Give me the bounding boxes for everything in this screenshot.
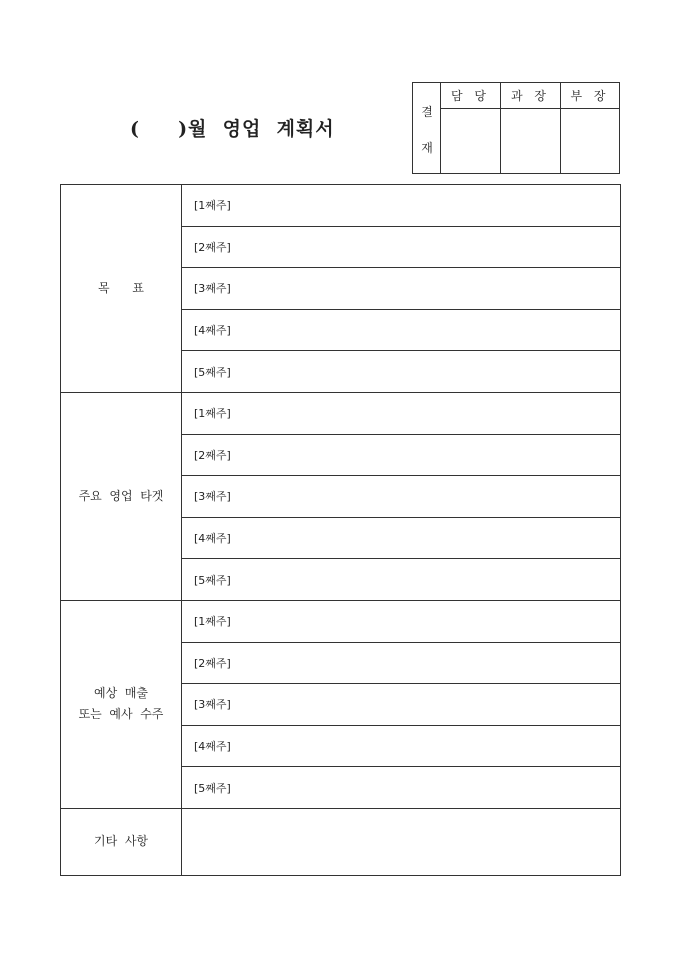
week-cell[interactable]: [2째주] <box>182 226 621 268</box>
signature-box-department-head[interactable] <box>561 109 619 173</box>
approval-header-department-head: 부 장 <box>561 83 619 109</box>
approval-header-section-chief: 과 장 <box>501 83 560 109</box>
week-cell[interactable]: [4째주] <box>182 309 621 351</box>
section-label-expected-sales: 예상 매출 또는 예사 수주 <box>61 600 182 808</box>
signature-box-section-chief[interactable] <box>501 109 560 173</box>
table-row <box>61 808 621 875</box>
week-cell[interactable]: [3째주] <box>182 684 621 726</box>
week-cell[interactable]: [3째주] <box>182 268 621 310</box>
week-cell[interactable]: [1째주] <box>182 392 621 434</box>
section-label-sales-target: 주요 영업 타겟 <box>61 392 182 600</box>
table-row <box>61 392 621 434</box>
week-cell[interactable]: [4째주] <box>182 725 621 767</box>
approval-label-column <box>413 83 441 173</box>
signature-box-manager[interactable] <box>441 109 500 173</box>
section-label-etc: 기타 사항 <box>61 808 182 875</box>
week-cell[interactable]: [1째주] <box>182 600 621 642</box>
week-cell[interactable]: [4째주] <box>182 517 621 559</box>
table-row <box>61 185 621 227</box>
week-cell[interactable]: [1째주] <box>182 185 621 227</box>
document-title: ( )월 영업 계획서 <box>130 118 335 140</box>
week-cell[interactable]: [5째주] <box>182 767 621 809</box>
table-row <box>61 600 621 642</box>
approval-box <box>412 82 620 174</box>
week-cell[interactable]: [2째주] <box>182 434 621 476</box>
approval-label-2: 재 <box>421 141 433 155</box>
approval-label-1: 결 <box>421 105 433 119</box>
week-cell[interactable]: [5째주] <box>182 351 621 393</box>
plan-table <box>60 184 621 876</box>
week-cell[interactable]: [3째주] <box>182 476 621 518</box>
week-cell[interactable]: [2째주] <box>182 642 621 684</box>
etc-field[interactable] <box>182 808 621 875</box>
approval-header-manager: 담 당 <box>441 83 500 109</box>
section-label-goal: 목 표 <box>61 185 182 393</box>
week-cell[interactable]: [5째주] <box>182 559 621 601</box>
